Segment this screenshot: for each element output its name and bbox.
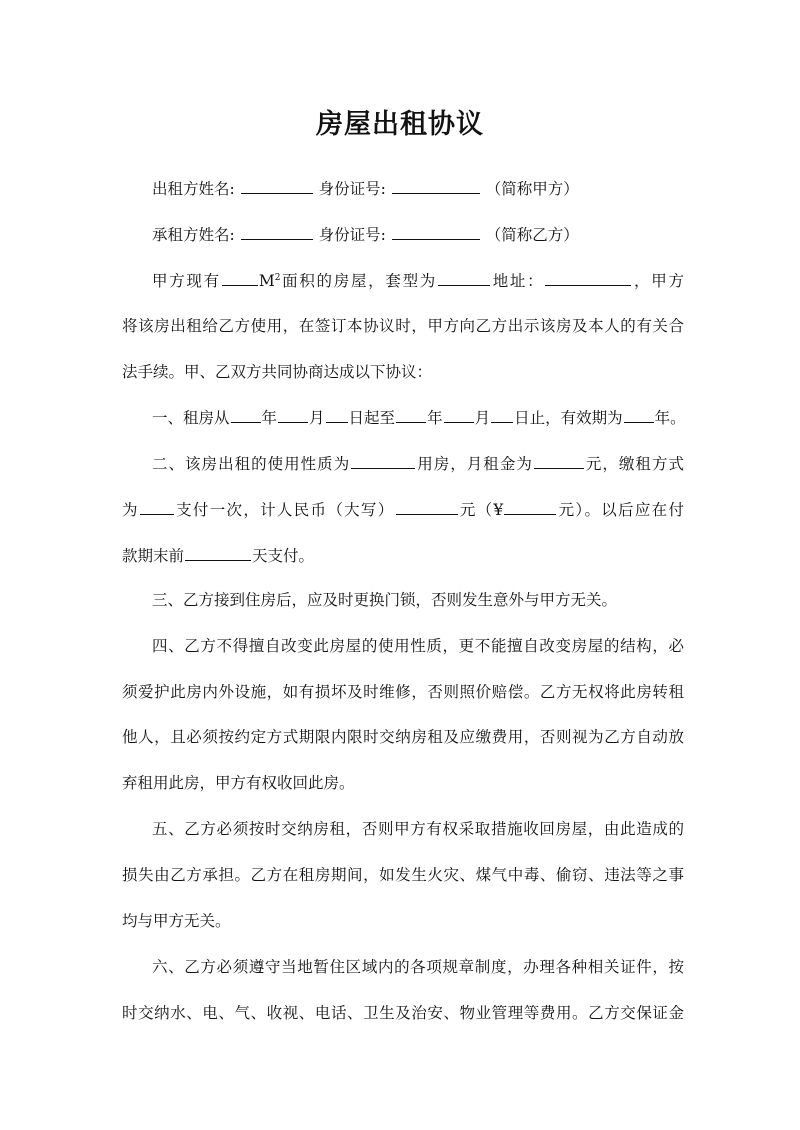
clause-1-text: 年。 bbox=[654, 409, 686, 427]
days-before-blank bbox=[185, 543, 251, 561]
clause-5-line-1: 五、乙方必须按时交纳房租，否则甲方有权采取措施收回房屋，由此造成的 bbox=[152, 820, 684, 838]
start-month-blank bbox=[278, 405, 308, 423]
lessee-id-label: 身份证号: bbox=[318, 226, 386, 244]
clause-2-text: 元）。以后应在付 bbox=[557, 501, 684, 519]
clause-2-line-2 bbox=[122, 497, 684, 522]
clause-1-text: 一、租房从 bbox=[152, 409, 230, 427]
clause-2-line-1 bbox=[152, 451, 684, 476]
clause-2-text: 天支付。 bbox=[252, 547, 315, 565]
amount-figure-blank bbox=[504, 497, 556, 515]
intro-line-2: 将该房出租给乙方使用，在签订本协议时，甲方向乙方出示该房及本人的有关合 bbox=[122, 317, 684, 335]
clause-2-text: 为 bbox=[122, 501, 139, 519]
intro-text: ，甲方 bbox=[632, 272, 684, 290]
amount-words-blank bbox=[396, 497, 458, 515]
intro-line-3: 法手续。甲、乙双方共同协商达成以下协议： bbox=[122, 363, 433, 381]
lessee-abbr: （简称乙方） bbox=[485, 226, 579, 244]
clause-4-line-4: 弃租用此房，甲方有权收回此房。 bbox=[122, 774, 355, 792]
document-title: 房屋出租协议 bbox=[316, 109, 484, 140]
end-month-blank bbox=[444, 405, 474, 423]
clause-5-line-2: 损失由乙方承担。乙方在租房期间，如发生火灾、煤气中毒、偷窃、违法等之事 bbox=[122, 866, 684, 884]
usage-blank bbox=[351, 451, 415, 469]
area-blank bbox=[222, 268, 258, 286]
clause-4-line-1: 四、乙方不得擅自改变此房屋的使用性质，更不能擅自改变房屋的结构，必 bbox=[152, 637, 684, 655]
monthly-rent-blank bbox=[534, 451, 584, 469]
lessee-line bbox=[152, 222, 684, 247]
clause-1-text: 年 bbox=[427, 409, 443, 427]
clause-1-text: 日起至 bbox=[348, 409, 396, 427]
clause-4-line-3: 他人，且必须按约定方式期限内限时交纳房租及应缴费用，否则视为乙方自动放 bbox=[122, 728, 684, 746]
clause-2-text: 元（¥ bbox=[458, 501, 504, 519]
clause-5-line-3: 均与甲方无关。 bbox=[122, 912, 231, 930]
term-years-blank bbox=[624, 405, 654, 423]
layout-blank bbox=[438, 268, 490, 286]
end-year-blank bbox=[396, 405, 426, 423]
start-year-blank bbox=[231, 405, 261, 423]
area-unit-superscript: 2 bbox=[274, 272, 281, 283]
clause-2-line-3 bbox=[122, 543, 684, 568]
clause-2-text: 款期末前 bbox=[122, 547, 185, 565]
lessor-line bbox=[152, 176, 684, 201]
clause-4-line-2: 须爱护此房内外设施，如有损坏及时维修，否则照价赔偿。乙方无权将此房转租 bbox=[122, 683, 684, 701]
intro-text: 甲方现有 bbox=[152, 272, 221, 290]
clause-1-text: 日止，有效期为 bbox=[514, 409, 623, 427]
clause-1-text: 月 bbox=[474, 409, 491, 427]
clause-6-line-2: 时交纳水、电、气、收视、电话、卫生及治安、物业管理等费用。乙方交保证金 bbox=[122, 1004, 684, 1022]
clause-1-text: 月 bbox=[309, 409, 325, 427]
end-day-blank bbox=[491, 405, 513, 423]
lessor-abbr: （简称甲方） bbox=[485, 180, 579, 198]
area-unit: M bbox=[258, 272, 275, 290]
clause-1-text: 年 bbox=[261, 409, 278, 427]
intro-line-1 bbox=[152, 268, 684, 293]
lessee-name-label: 承租方姓名: bbox=[152, 226, 235, 244]
clause-2-text: 二、该房出租的使用性质为 bbox=[152, 455, 351, 473]
lessee-id-blank bbox=[392, 222, 480, 240]
clause-2-text: 元，缴租方式 bbox=[584, 455, 684, 473]
intro-text: 面积的房屋，套型为 bbox=[280, 272, 437, 290]
lessee-name-blank bbox=[241, 222, 313, 240]
lessor-name-blank bbox=[241, 176, 313, 194]
lessor-name-label: 出租方姓名: bbox=[152, 180, 235, 198]
intro-text: 地址： bbox=[491, 272, 545, 290]
clause-6-line-1: 六、乙方必须遵守当地暂住区域内的各项规章制度，办理各种相关证件，按 bbox=[152, 958, 684, 976]
start-day-blank bbox=[326, 405, 348, 423]
lessor-id-blank bbox=[392, 176, 480, 194]
address-blank bbox=[545, 268, 631, 286]
clause-3: 三、乙方接到住房后，应及时更换门锁，否则发生意外与甲方无关。 bbox=[152, 591, 618, 609]
clause-1 bbox=[152, 405, 684, 430]
payment-period-blank bbox=[140, 497, 174, 515]
clause-2-text: 支付一次，计人民币（大写） bbox=[174, 501, 395, 519]
lessor-id-label: 身份证号: bbox=[318, 180, 386, 198]
clause-2-text: 用房，月租金为 bbox=[416, 455, 533, 473]
